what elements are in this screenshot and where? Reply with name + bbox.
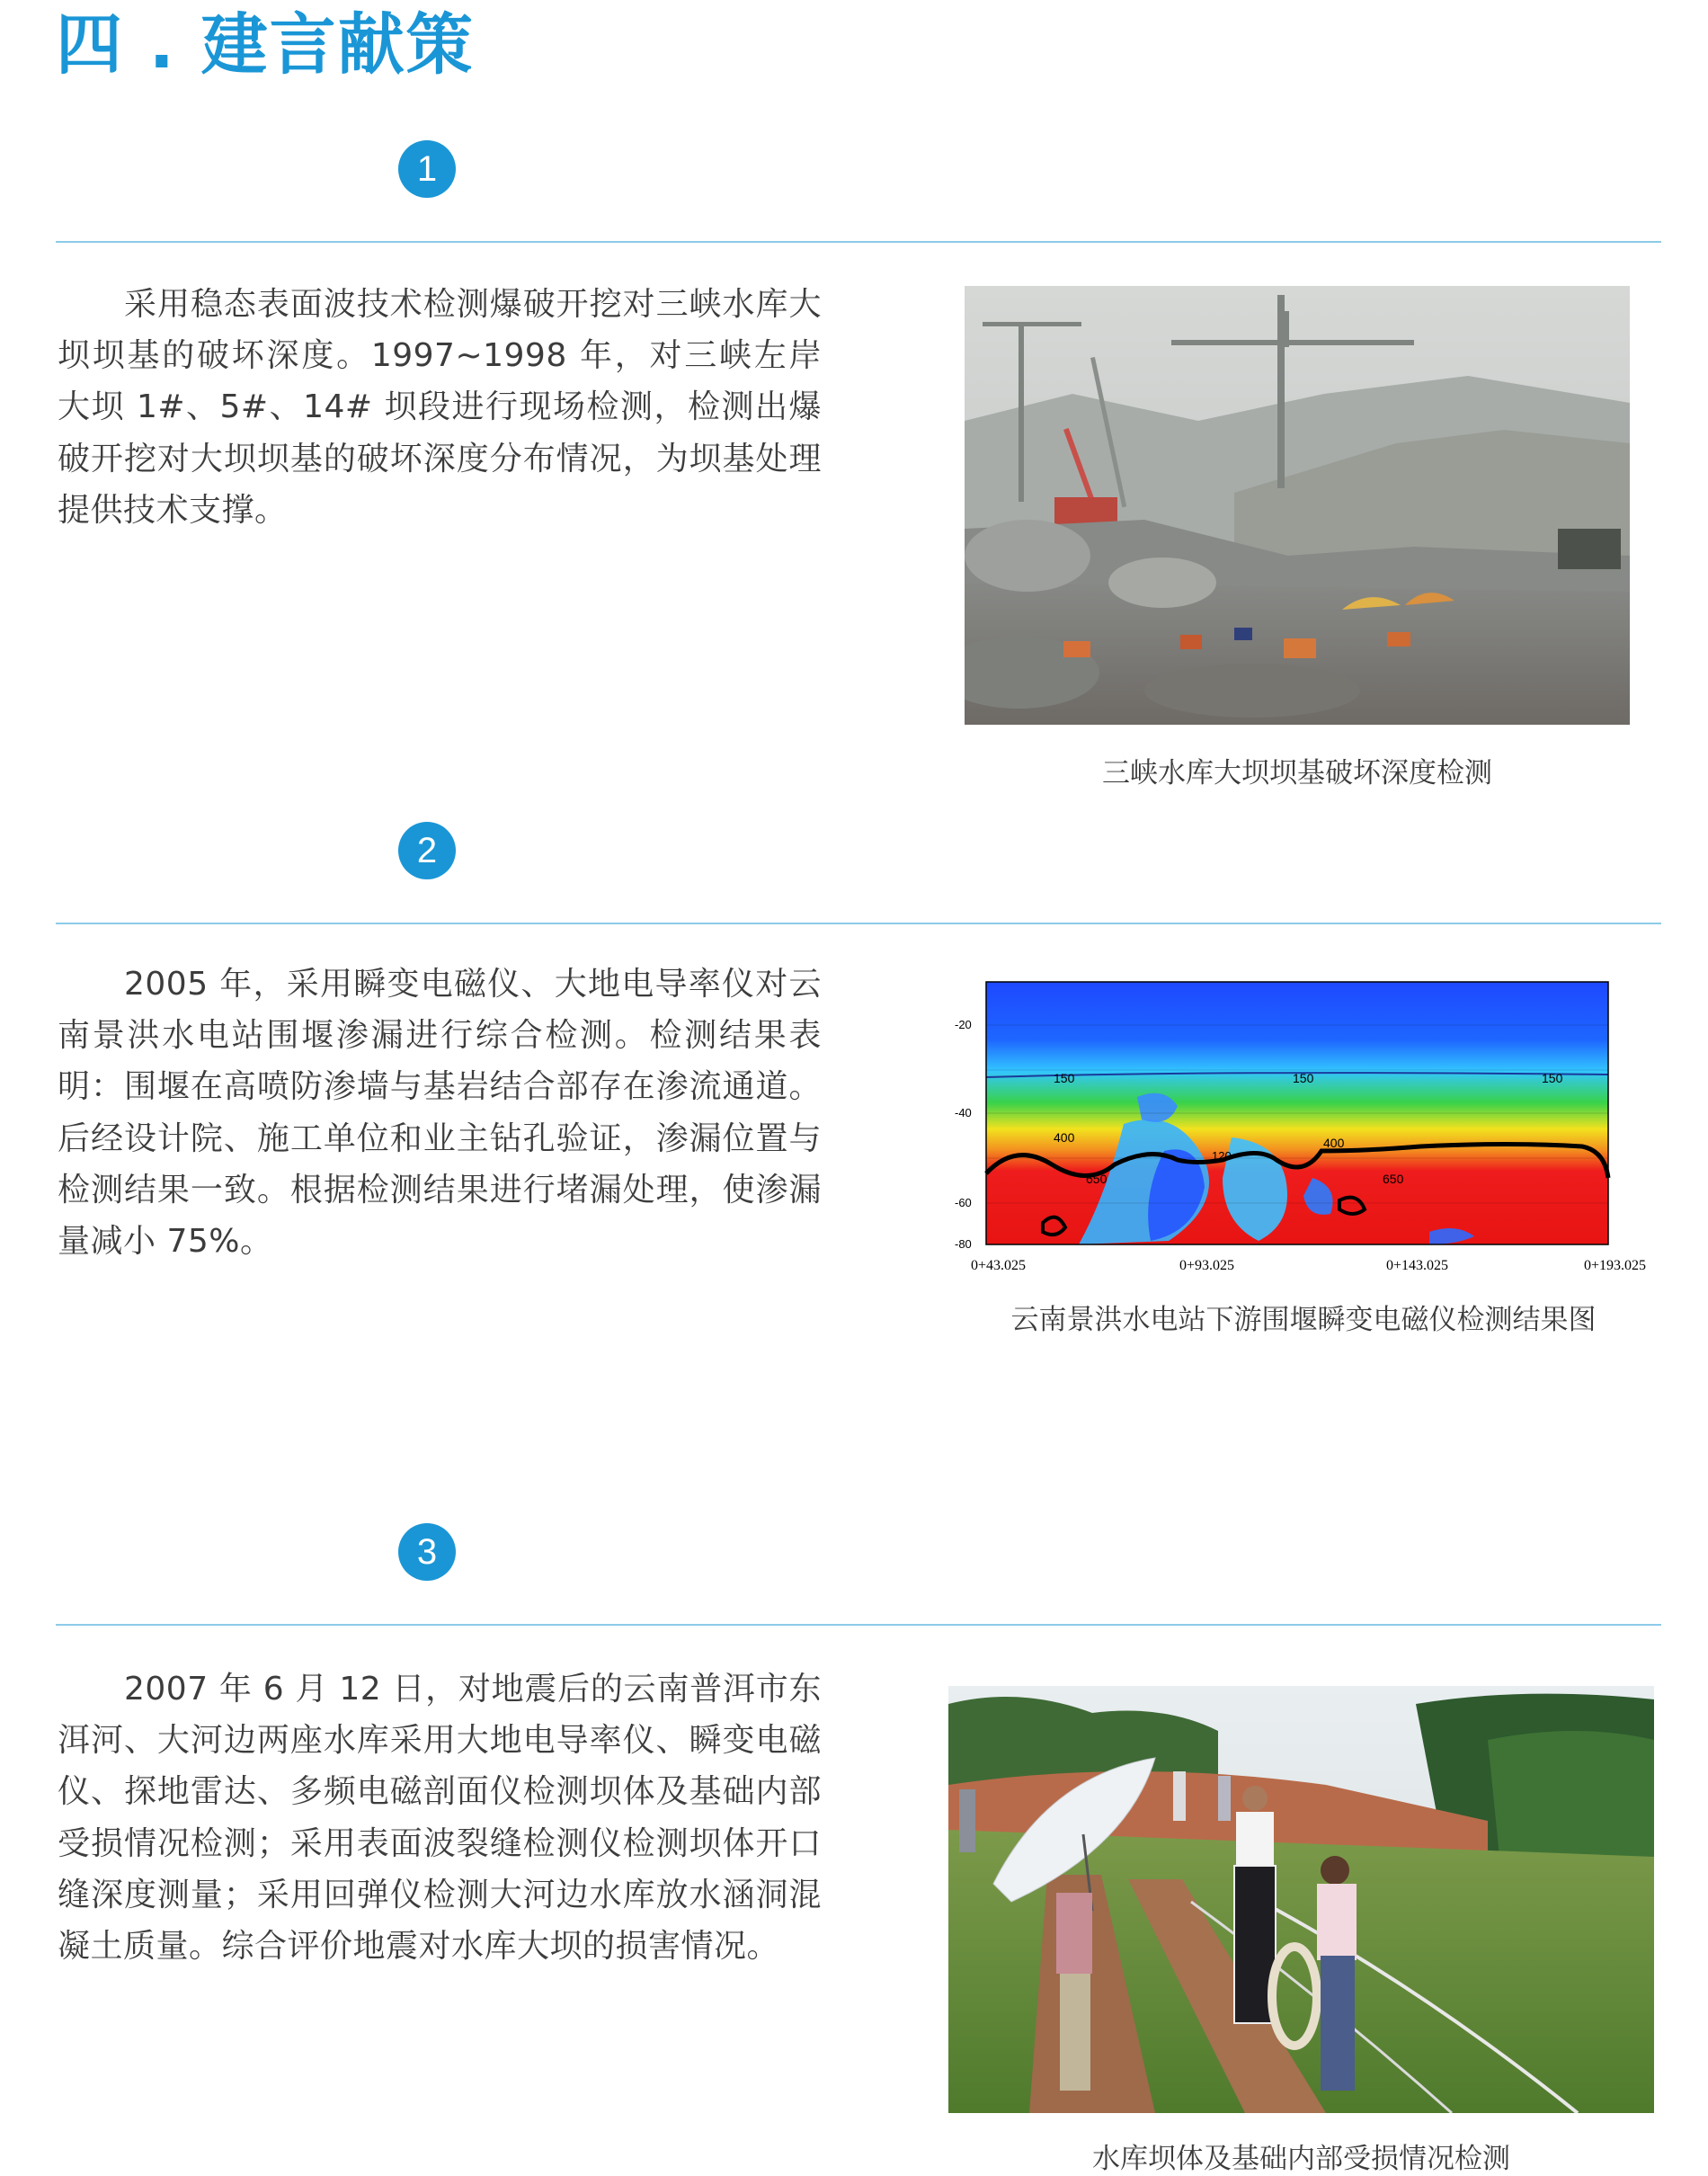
contour-label: 400	[1323, 1136, 1345, 1150]
tem-chart-svg	[953, 971, 1654, 1281]
section-number-badge: 2	[398, 822, 456, 879]
chart-caption: 云南景洪水电站下游围堰瞬变电磁仪检测结果图	[1010, 1304, 1597, 1336]
tem-survey-result-chart	[953, 971, 1654, 1281]
section-paragraph: 采用稳态表面波技术检测爆破开挖对三峡水库大坝坝基的破坏深度。1997~1998 年，对三峡左岸大坝 1#、5#、14# 坝段进行现场检测，检测出爆破开挖对大坝坝基的破坏深度分布情况，为坝基处理提供技术支撑。	[58, 286, 822, 529]
y-tick-label: -20	[955, 1018, 972, 1031]
section-divider	[56, 1624, 1661, 1626]
x-tick-label: 0+193.025	[1584, 1258, 1647, 1273]
section-divider	[56, 241, 1661, 243]
y-tick-label: -40	[955, 1106, 972, 1119]
photo-three-gorges-dam-site	[965, 286, 1630, 725]
contour-label: 150	[1293, 1071, 1314, 1085]
y-tick-label: -80	[955, 1237, 972, 1251]
photo-reservoir-dam-field-survey	[948, 1686, 1654, 2113]
section-paragraph: 2007 年 6 月 12 日，对地震后的云南普洱市东洱河、大河边两座水库采用大地电导率仪、瞬变电磁仪、探地雷达、多频电磁剖面仪检测坝体及基础内部受损情况检测；采用表面波裂缝检测仪检测坝体开口缝深度测量；采用回弹仪检测大河边水库放水涵洞混凝土质量。综合评价地震对水库大坝的损害情况。	[58, 1671, 822, 1966]
photo-caption: 三峡水库大坝坝基破坏深度检测	[1102, 757, 1492, 789]
contour-label: 650	[1383, 1172, 1404, 1186]
section-divider	[56, 923, 1661, 924]
section-paragraph: 2005 年，采用瞬变电磁仪、大地电导率仪对云南景洪水电站围堰渗漏进行综合检测。检测结果表明：围堰在高喷防渗墙与基岩结合部存在渗流通道。后经设计院、施工单位和业主钻孔验证，渗漏位置与检测结果一致。根据检测结果进行堵漏处理，使渗漏量减小 75%。	[58, 966, 822, 1261]
contour-label: 400	[1054, 1130, 1075, 1145]
y-tick-label: -60	[955, 1196, 972, 1209]
x-tick-label: 0+93.025	[1179, 1258, 1235, 1273]
contour-label: 150	[1542, 1071, 1563, 1085]
contour-label: 150	[1054, 1071, 1075, 1085]
contour-label: 120	[1212, 1149, 1232, 1163]
section-number-badge: 1	[398, 140, 456, 198]
x-tick-label: 0+143.025	[1386, 1258, 1449, 1273]
section-title: 四 . 建言献策	[56, 6, 475, 84]
contour-label: 650	[1086, 1172, 1108, 1186]
photo-caption: 水库坝体及基础内部受损情况检测	[1092, 2143, 1510, 2175]
x-tick-label: 0+43.025	[971, 1258, 1027, 1273]
section-number-badge: 3	[398, 1523, 456, 1581]
